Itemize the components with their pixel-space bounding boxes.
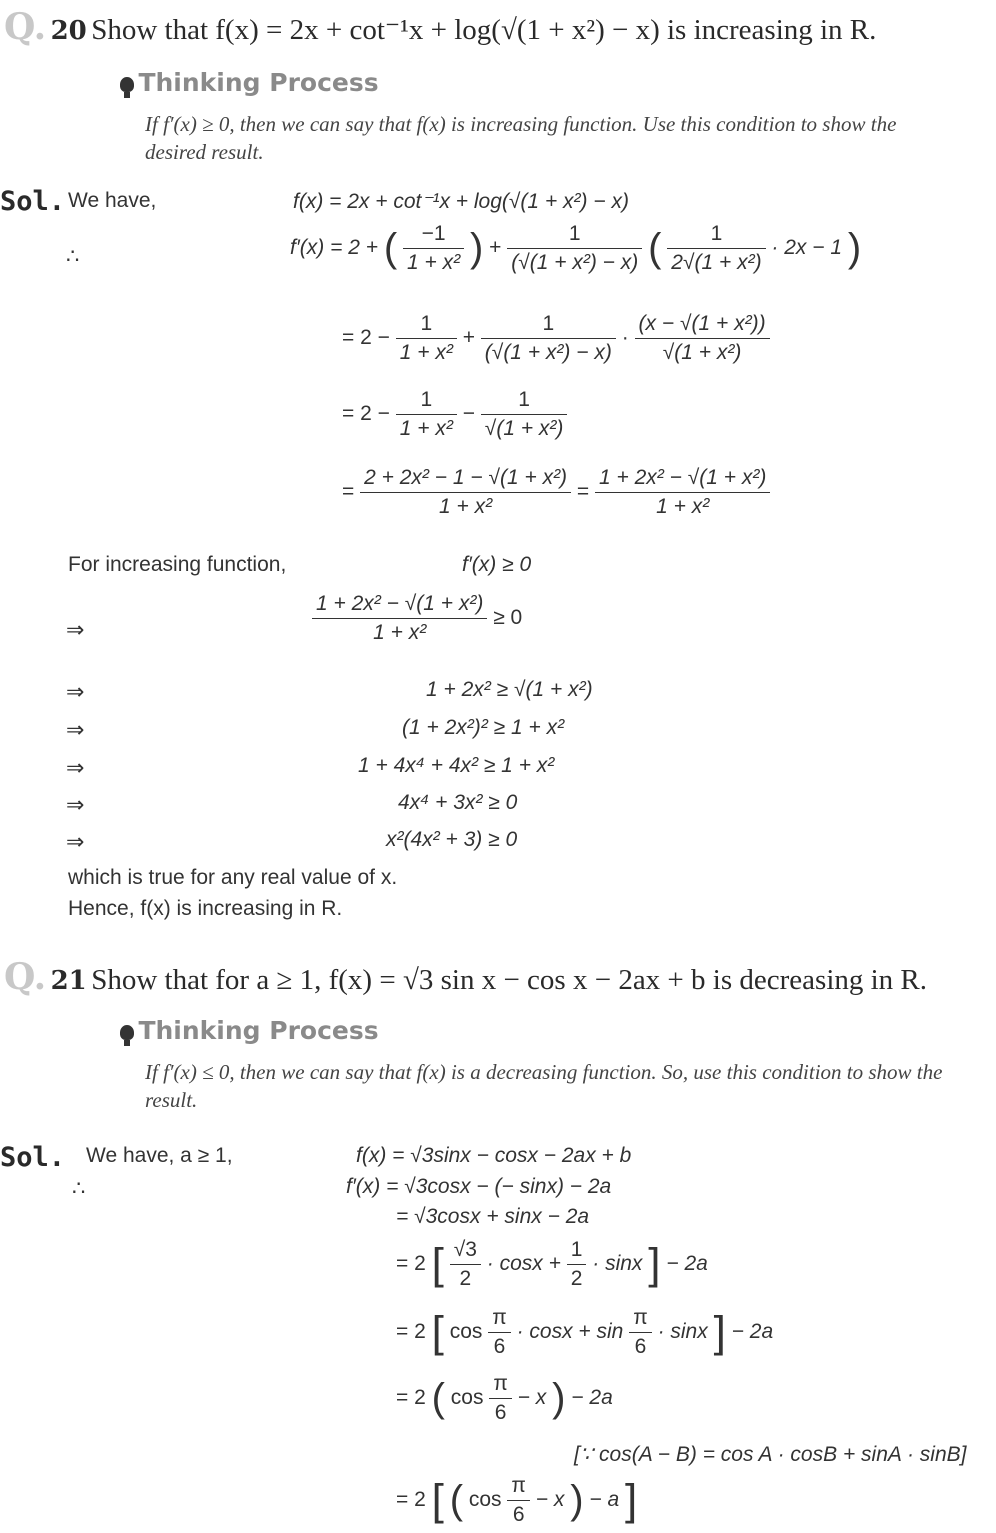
q20-condition: f′(x) ≥ 0 (462, 553, 532, 576)
implies-icon: ⇒ (66, 680, 85, 705)
q20-we-have: We have, (68, 189, 157, 212)
q20-frac-1: $\frac{-1}{\text{1 + x²}}$ (403, 222, 464, 275)
q21-thinking-title: Thinking Process (138, 1016, 379, 1045)
implies-icon: ⇒ (66, 830, 85, 855)
q20-frac-3: $\frac{1}{\text{2√(1 + x²)}}$ (667, 222, 765, 275)
lightbulb-icon (120, 1025, 134, 1040)
q20-ineq-3: (1 + 2x²)² ≥ 1 + x² (402, 716, 565, 739)
q20-conclusion-1: which is true for any real value of x. (68, 866, 398, 889)
q20-therefore: ∴ (66, 245, 80, 268)
q21-line-4: = 2 [ $\frac{√3}{2}$ · cosx + $\frac{1}{2}$ · sinx ] − 2a (396, 1238, 708, 1290)
implies-icon: ⇒ (66, 793, 85, 818)
q20-frac-2: $\frac{1}{\text{(√(1 + x²) − x)}}$ (507, 222, 642, 275)
implies-icon: ⇒ (66, 618, 85, 643)
q21-sol-label: Sol. (0, 1142, 66, 1173)
q21-line-2: f′(x) = √3cosx − (− sinx) − 2a (346, 1175, 612, 1198)
q21-line-6: = 2 ( cos $\frac{\pi}{6}$ − x ) − 2a (396, 1372, 613, 1424)
lightbulb-icon (120, 77, 134, 92)
implies-icon: ⇒ (66, 756, 85, 781)
q20-ineq-6: x²(4x² + 3) ≥ 0 (386, 828, 518, 851)
q20-fprime-tail: · 2x − 1 (771, 236, 843, 260)
q21-we-have: We have, a ≥ 1, (86, 1144, 233, 1167)
q20-header (4, 6, 876, 48)
q20-step3: = 2 − $\frac{1}{\text{1 + x²}}$ − $\frac{1}{\text{√(1 + x²)}}$ (342, 388, 567, 441)
q21-letter: Q. (4, 956, 47, 998)
q20-thinking-title: Thinking Process (138, 68, 379, 97)
q20-conclusion-2: Hence, f(x) is increasing in R. (68, 897, 343, 920)
q20-sol-label: Sol. (0, 186, 66, 217)
q20-fprime-line: f′(x) = 2 + ( $\frac{-1}{\text{1 + x²}}$ ) + $\frac{1}{\text{(√(1 + x²) − x)}}$ ( $\frac{1}{\text{2√(1 + x²)}}$ · 2x − 1 ) (290, 222, 862, 274)
q21-therefore: ∴ (72, 1177, 86, 1200)
q21-statement: Show that for a ≥ 1, f(x) = √3 sin x − cos x − 2ax + b is decreasing in R. (91, 964, 928, 996)
q21-line-5: = 2 [ cos $\frac{\pi}{6}$ · cosx + sin $\frac{\pi}{6}$ · sinx ] − 2a (396, 1306, 774, 1358)
q21-line-1: f(x) = √3sinx − cosx − 2ax + b (356, 1144, 632, 1167)
q20-step2: = 2 − $\frac{1}{\text{1 + x²}}$ + $\frac{1}{\text{(√(1 + x²) − x)}}$ · $\frac{\text{(x − √(1 + x²))}}{\text{√(1 + x²)}}$ (342, 312, 770, 365)
q20-letter: Q. (4, 6, 47, 48)
implies-icon: ⇒ (66, 718, 85, 743)
q20-fprime-lhs: f′(x) = 2 + (290, 236, 378, 260)
q20-ineq-4: 1 + 4x⁴ + 4x² ≥ 1 + x² (358, 754, 555, 777)
q20-thinking-title-row (120, 68, 379, 97)
q21-line-3: = √3cosx + sinx − 2a (396, 1205, 590, 1228)
q20-plus: + (489, 236, 502, 260)
q20-ineq-5: 4x⁴ + 3x² ≥ 0 (398, 791, 518, 814)
q20-statement: Show that f(x) = 2x + cot⁻¹x + log(√(1 + x²) − x) is increasing in R. (91, 14, 877, 46)
q20-step4: = $\frac{\text{2 + 2x² − 1 − √(1 + x²)}}{\text{1 + x²}}$ = $\frac{\text{1 + 2x² − √(1 + x²)}}{\text{1 + x²}}$ (342, 466, 770, 519)
q21-identity: [∵ cos(A − B) = cos A · cosB + sinA · sinB] (574, 1443, 967, 1466)
q20-fx-line: f(x) = 2x + cot⁻¹x + log(√(1 + x²) − x) (293, 190, 629, 213)
q21-thinking-body: If f′(x) ≤ 0, then we can say that f(x) is a decreasing function. So, use this condition to show the result. (145, 1060, 943, 1112)
q20-ineq-1: $\frac{\text{1 + 2x² − √(1 + x²)}}{\text{1 + x²}}$ ≥ 0 (312, 592, 522, 645)
q20-ineq-2: 1 + 2x² ≥ √(1 + x²) (426, 678, 593, 701)
q21-header (4, 956, 927, 998)
q20-thinking-body: If f′(x) ≥ 0, then we can say that f(x) is increasing function. Use this condition to show the desired result. (145, 112, 897, 164)
q21-line-7: = 2 [ ( cos $\frac{\pi}{6}$ − x ) − a ] (396, 1474, 638, 1526)
q21-thinking-title-row (120, 1016, 379, 1045)
q20-number: 20 (50, 16, 87, 46)
q21-number: 21 (50, 966, 87, 996)
q20-for-increasing: For increasing function, (68, 553, 287, 576)
